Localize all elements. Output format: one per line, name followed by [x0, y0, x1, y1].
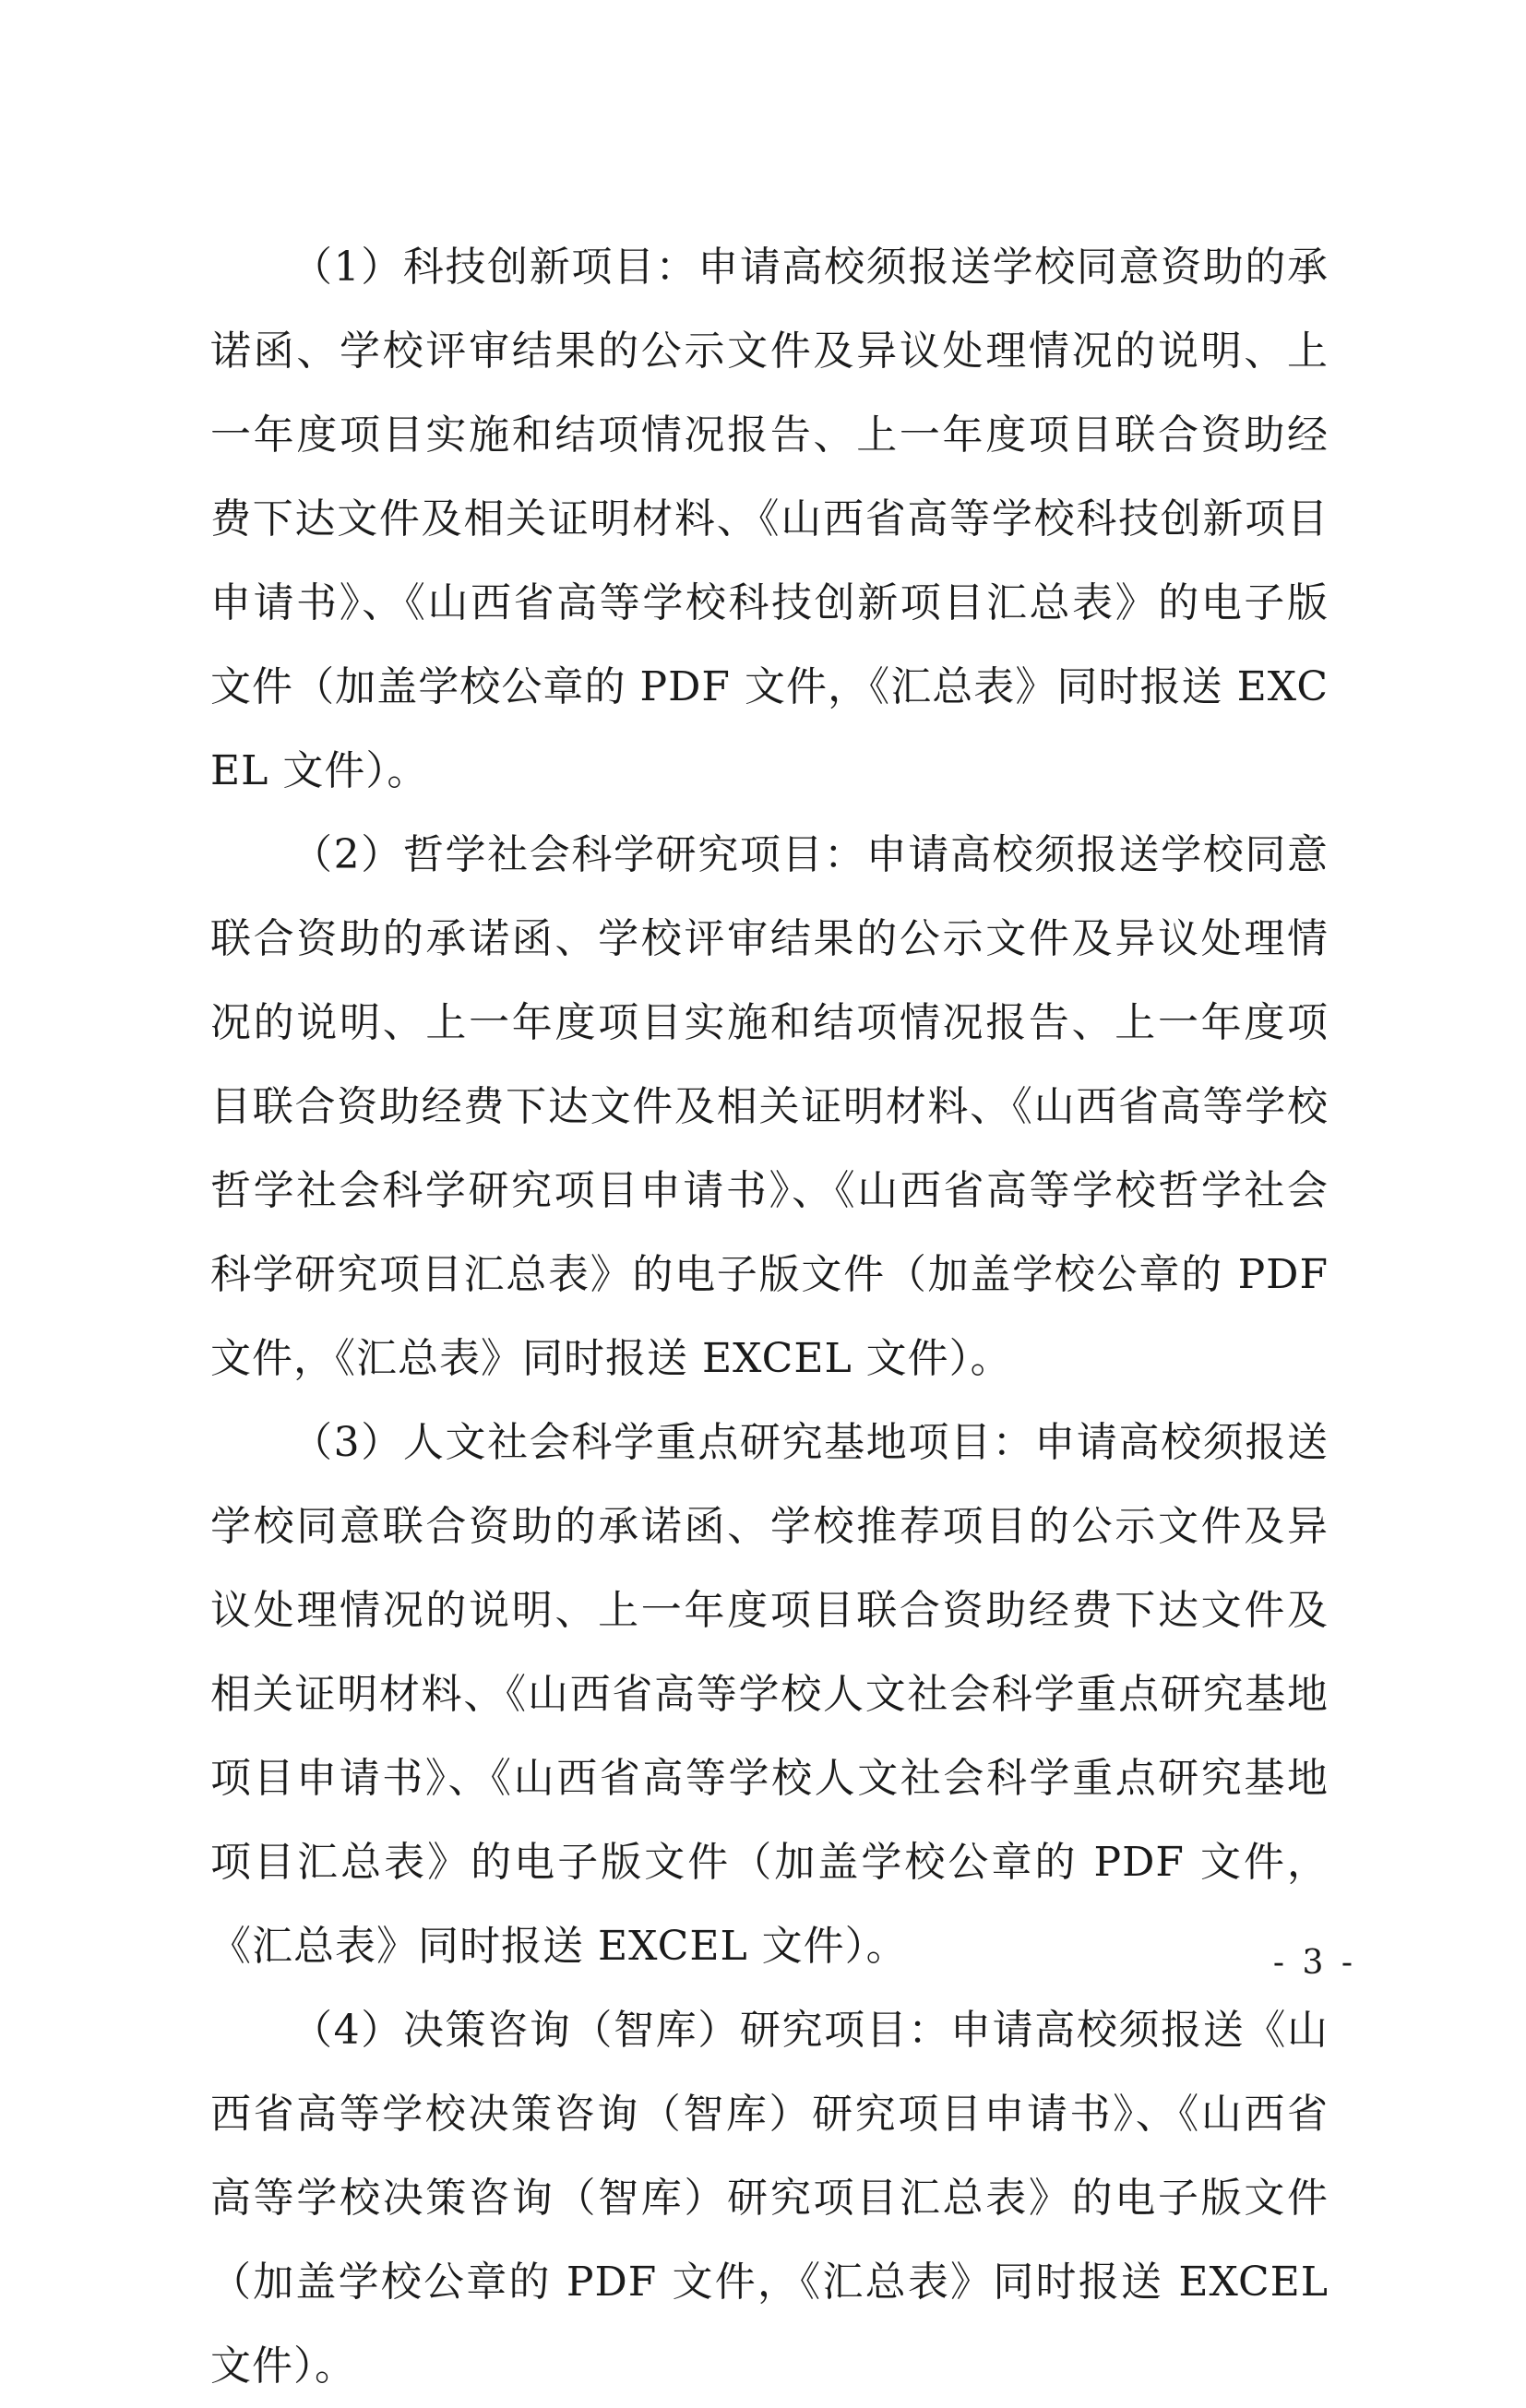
paragraph-humanities-research-base: （3）人文社会科学重点研究基地项目：申请高校须报送学校同意联合资助的承诺函、学校推荐项目的公示文件及异议处理情况的说明、上一年度项目联合资助经费下达文件及相关证明材料、《山西省高等学校人文社会科学重点研究基地项目申请书》、《山西省高等学校人文社会科学重点研究基地项目汇总表》的电子版文件（加盖学校公章的 PDF 文件，《汇总表》同时报送 EXCEL 文件）。 — [210, 1419, 1329, 1970]
paragraph-philosophy-social-science: （2）哲学社会科学研究项目：申请高校须报送学校同意联合资助的承诺函、学校评审结果的公示文件及异议处理情况的说明、上一年度项目实施和结项情况报告、上一年度项目联合资助经费下达文件及相关证明材料、《山西省高等学校哲学社会科学研究项目申请书》、《山西省高等学校哲学社会科学研究项目汇总表》的电子版文件（加盖学校公章的 PDF 文件，《汇总表》同时报送 EXCEL 文件）。 — [210, 831, 1329, 1382]
page-number: - 3 - — [1272, 1944, 1356, 1982]
paragraph-tech-innovation: （1）科技创新项目：申请高校须报送学校同意资助的承诺函、学校评审结果的公示文件及异议处理情况的说明、上一年度项目实施和结项情况报告、上一年度项目联合资助经费下达文件及相关证明材料、《山西省高等学校科技创新项目申请书》、《山西省高等学校科技创新项目汇总表》的电子版文件（加盖学校公章的 PDF 文件，《汇总表》同时报送 EXCEL 文件）。 — [210, 244, 1329, 794]
paragraph-decision-consulting: （4）决策咨询（智库）研究项目：申请高校须报送《山西省高等学校决策咨询（智库）研究项目申请书》、《山西省高等学校决策咨询（智库）研究项目汇总表》的电子版文件（加盖学校公章的 PDF 文件，《汇总表》同时报送 EXCEL 文件）。 — [210, 2007, 1329, 2390]
document-body — [210, 225, 1329, 2408]
